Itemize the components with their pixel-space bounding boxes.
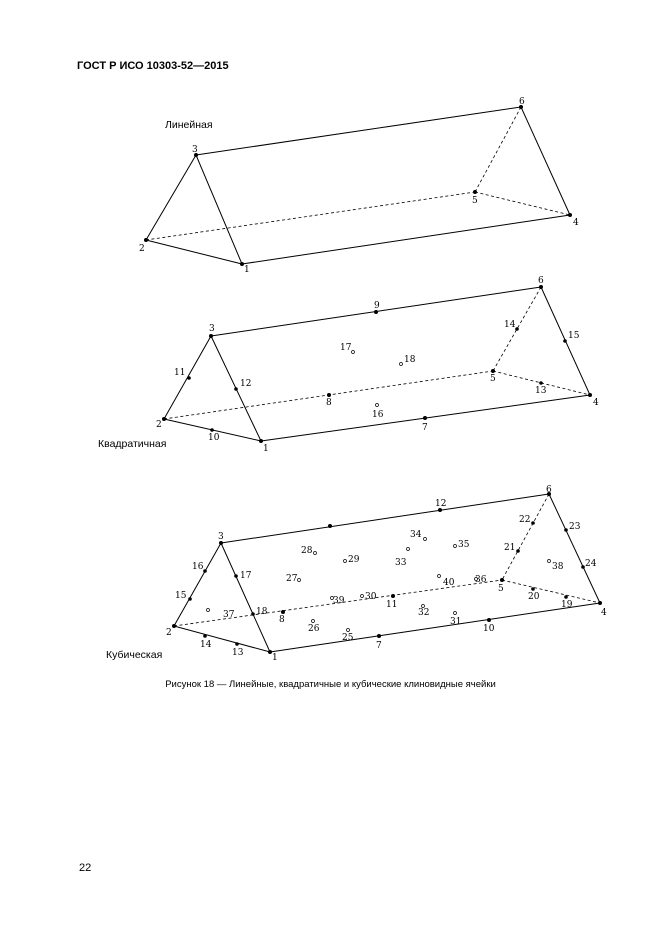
quadratic-node-label: 3	[209, 324, 215, 334]
cubic-node-label: 15	[175, 591, 187, 601]
quadratic-node-label: 7	[422, 423, 428, 433]
cubic-node-label: 20	[528, 592, 540, 602]
linear-node-label: 2	[139, 244, 145, 254]
cubic-node-label: 23	[569, 522, 581, 532]
quadratic-node-label: 6	[538, 276, 544, 286]
quadratic-label: Квадратичная	[98, 438, 167, 450]
cubic-node-label: 28	[301, 546, 313, 556]
cubic-node-label: 19	[561, 600, 573, 610]
cubic-node-label: 4	[601, 608, 607, 618]
cubic-node-label: 7	[376, 641, 382, 651]
cubic-node-label: 2	[166, 628, 172, 638]
cubic-node-label: 14	[200, 640, 212, 650]
cubic-node-label: 33	[395, 558, 407, 568]
cubic-node-label: 12	[435, 499, 447, 509]
cubic-label: Кубическая	[106, 649, 163, 661]
quadratic-node-label: 4	[593, 398, 599, 408]
cubic-node-label: 22	[519, 515, 531, 525]
linear-node-label: 3	[192, 145, 198, 155]
quadratic-node-label: 2	[156, 420, 162, 430]
quadratic-node-label: 17	[340, 343, 352, 353]
document-header: ГОСТ Р ИСО 10303-52—2015	[77, 60, 229, 72]
cubic-node-label: 29	[348, 555, 360, 565]
cubic-node-label: 34	[410, 530, 422, 540]
cubic-node-label: 26	[308, 624, 320, 634]
cubic-node-label: 11	[386, 600, 398, 610]
figure-caption: Рисунок 18 — Линейные, квадратичные и кубические клиновидные ячейки	[165, 679, 496, 690]
cubic-node-label: 6	[546, 485, 552, 495]
quadratic-node-label: 9	[374, 301, 380, 311]
cubic-node-label: 32	[418, 608, 430, 618]
cubic-node-label: 24	[585, 559, 597, 569]
quadratic-node-label: 16	[372, 410, 384, 420]
linear-node-label: 6	[519, 97, 525, 107]
cubic-node-label: 21	[504, 543, 516, 553]
cubic-node-label: 18	[256, 607, 268, 617]
linear-node-label: 5	[472, 196, 478, 206]
quadratic-node-label: 5	[490, 374, 496, 384]
cubic-node-label: 1	[272, 653, 278, 663]
quadratic-wedge	[98, 276, 599, 454]
page-number: 22	[79, 862, 92, 874]
cubic-node-label: 30	[365, 592, 377, 602]
linear-node-label: 1	[244, 265, 250, 275]
cubic-node-label: 5	[498, 584, 504, 594]
quadratic-node-label: 11	[174, 368, 186, 378]
cubic-node-label: 13	[232, 648, 244, 658]
linear-label: Линейная	[165, 119, 213, 131]
cubic-node-label: 38	[552, 562, 564, 572]
quadratic-node-label: 14	[504, 320, 516, 330]
quadratic-node-label: 10	[208, 433, 220, 443]
cubic-node-label: 8	[279, 615, 285, 625]
quadratic-node-label: 18	[404, 355, 416, 365]
cubic-node-label: 25	[342, 633, 354, 643]
quadratic-node-label: 13	[535, 386, 547, 396]
cubic-node-label: 39	[333, 596, 345, 606]
cubic-node-label: 37	[223, 610, 235, 620]
cubic-node-label: 17	[240, 571, 252, 581]
cubic-wedge	[106, 485, 607, 663]
linear-node-label: 4	[573, 218, 579, 228]
quadratic-node-label: 12	[240, 379, 252, 389]
quadratic-node-label: 8	[326, 398, 332, 408]
cubic-node-label: 36	[475, 575, 487, 585]
cubic-node-label: 10	[483, 624, 495, 634]
cubic-node-label: 31	[450, 617, 462, 627]
cubic-node-label: 3	[218, 532, 224, 542]
linear-wedge	[139, 97, 579, 275]
cubic-node-label: 16	[192, 562, 204, 572]
quadratic-node-label: 15	[568, 331, 580, 341]
cubic-node-label: 40	[443, 578, 455, 588]
cubic-node-label: 35	[458, 540, 470, 550]
quadratic-node-label: 1	[263, 444, 269, 454]
cubic-node-label: 27	[286, 574, 298, 584]
